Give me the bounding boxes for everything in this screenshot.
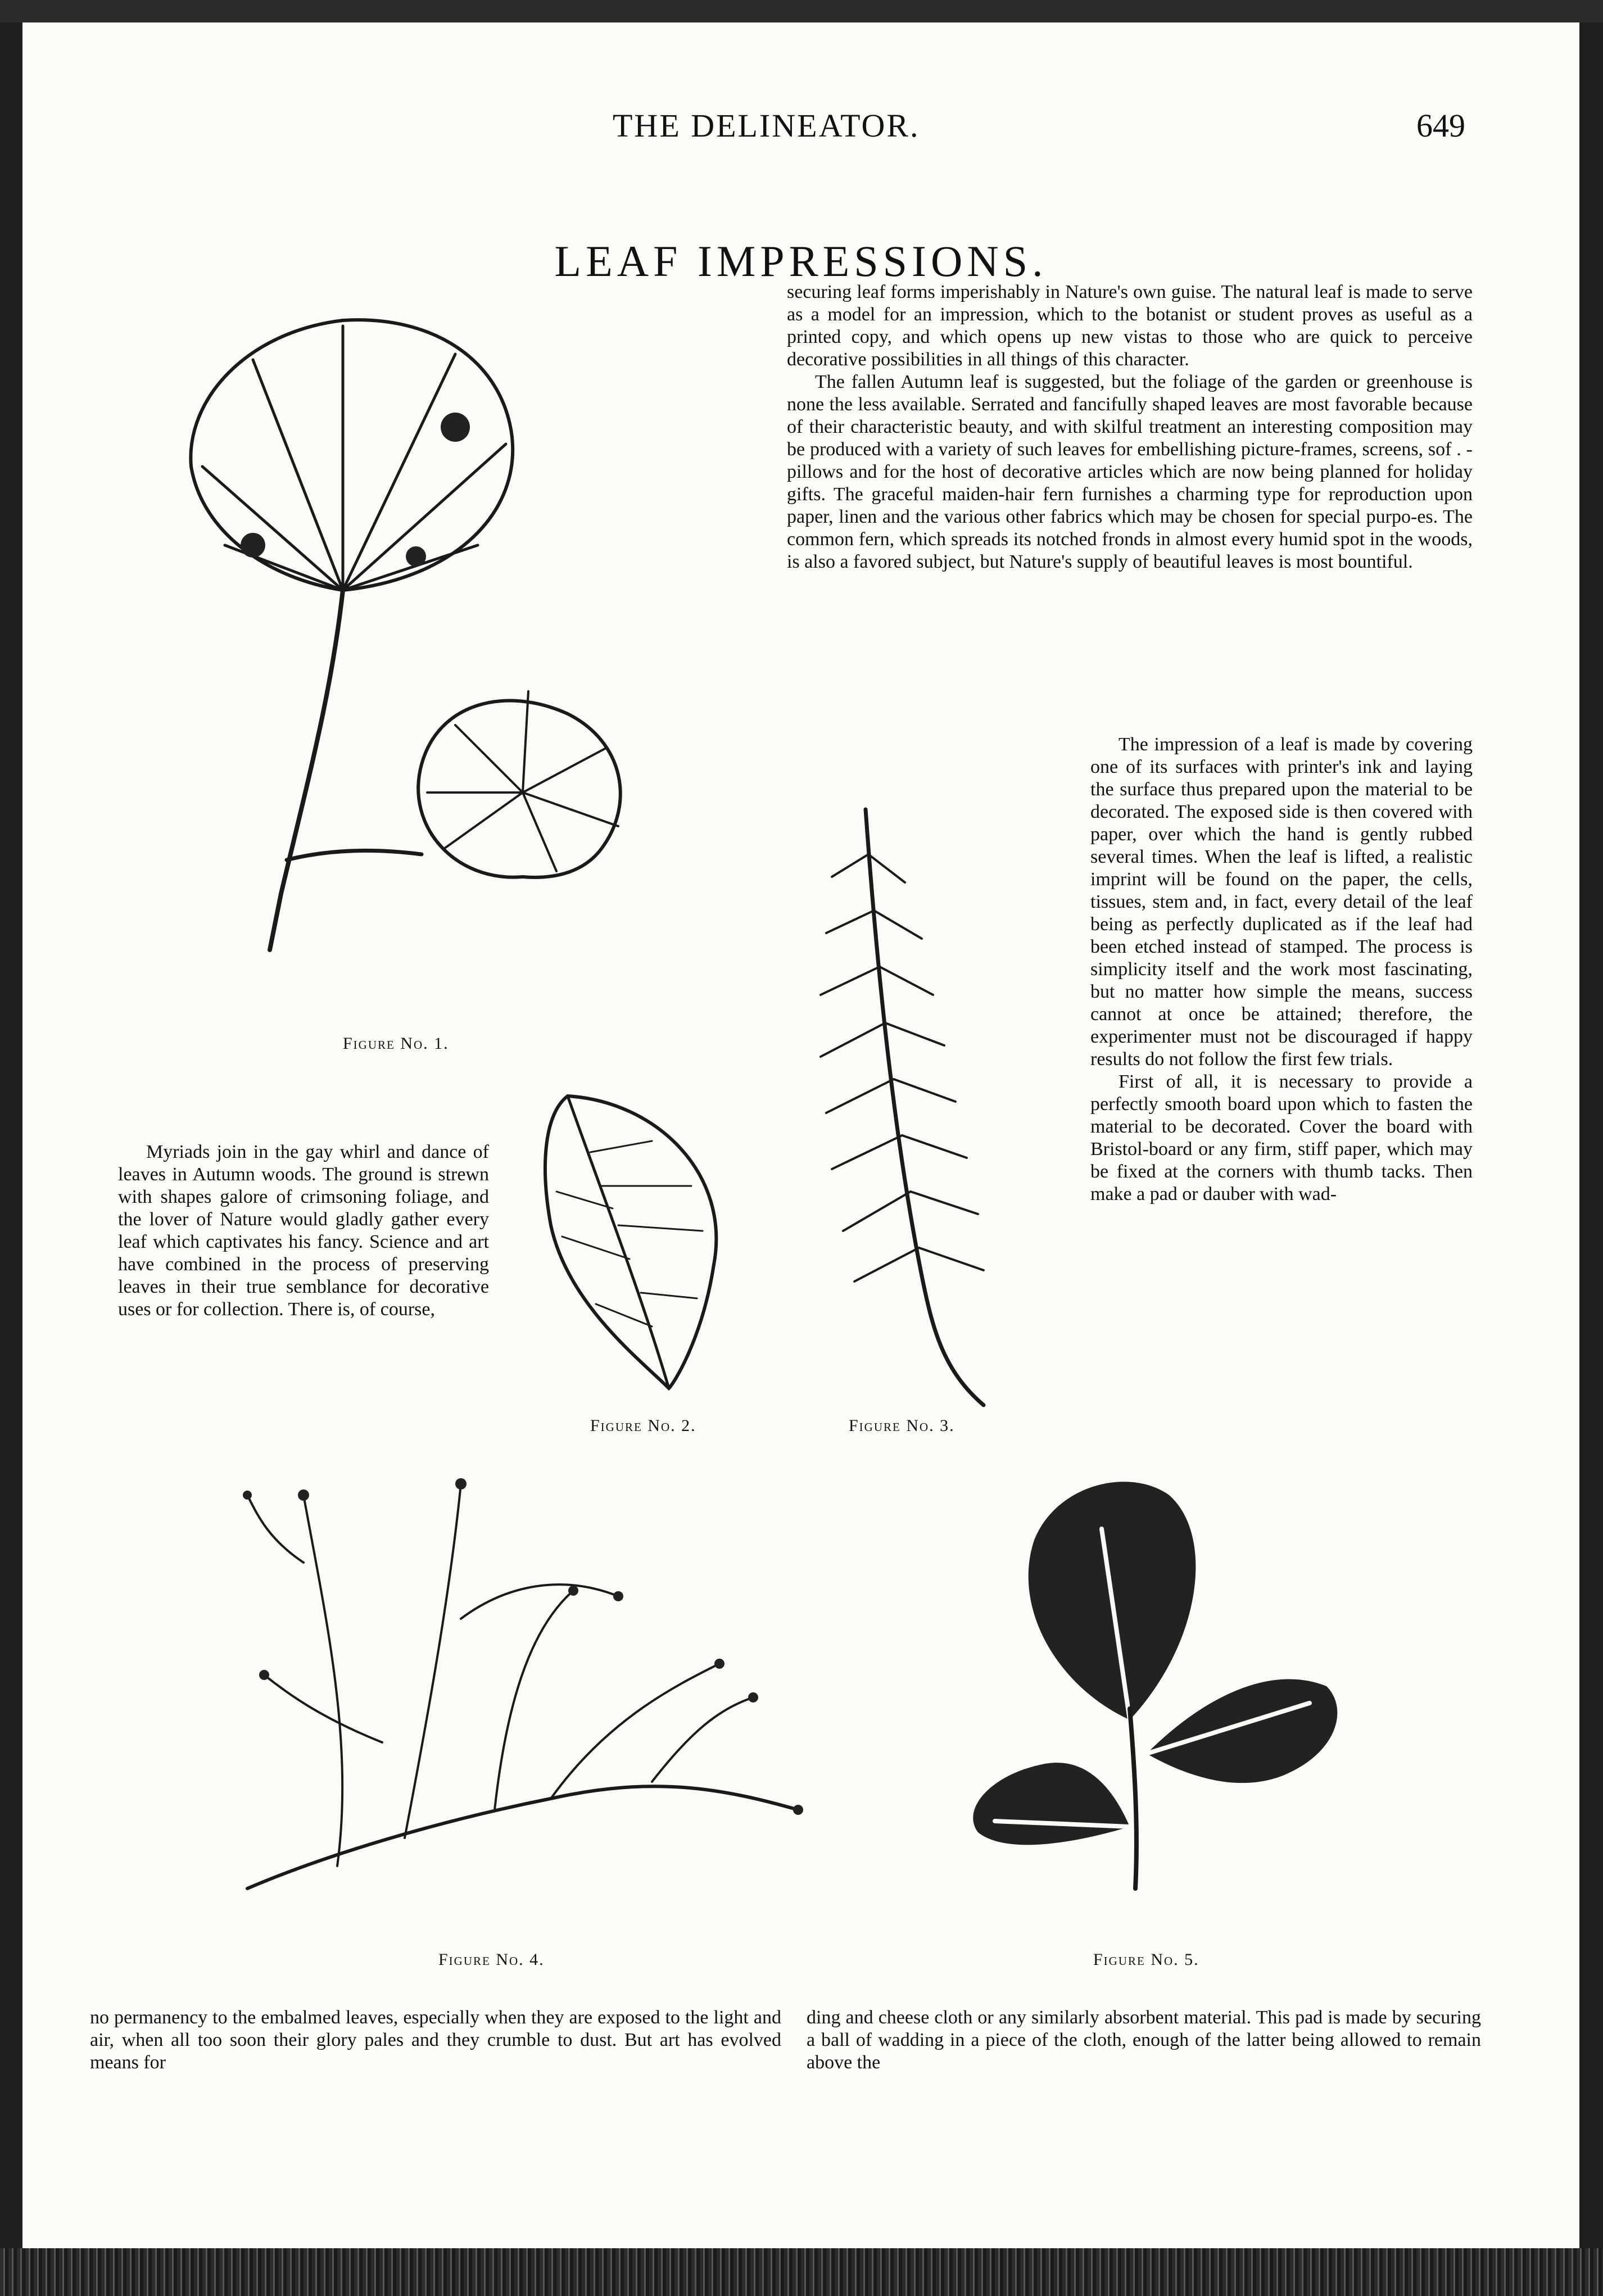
paragraph: The fallen Autumn leaf is suggested, but the foliage of the garden or greenhouse is none the less available. Serrated and fancifully shaped leaves are most favorable because of their characteristic beauty, and with skilful treatment an interesting composition may be produced with a variety of such leaves for embellishing picture-frames, screens, sof . - pillows and for the host of decorative articles which are now being planned for holiday gifts. The graceful maiden-hair fern furnishes a charming type for reproduction upon paper, linen and the various other fabrics which may be chosen for special purpo-es. The common fern, which spreads its notched fronds in almost every humid spot in the woods, is also a favored subject, but Nature's supply of beautiful leaves is most bountiful. <box>787 372 1473 572</box>
figure-5-left-leaflet <box>973 1763 1130 1845</box>
article-column-right-bottom <box>807 2007 1481 2074</box>
figure-5-illustration <box>944 1461 1371 1900</box>
article-column-right-narrow <box>1090 733 1473 1206</box>
figure-3-illustration <box>798 798 1034 1416</box>
page-number: 649 <box>1416 107 1465 144</box>
figure-4-caption: Figure No. 4. <box>438 1950 545 1969</box>
figure-1-small-leaf <box>418 691 621 877</box>
paragraph: securing leaf forms imperishably in Nature's own guise. The natural leaf is made to serve as a model for an impression, which to the botanist or student proves as useful as a printed copy, and which opens up new vistas to those who are quick to perceive decorative possibilities in all things of this character. <box>787 282 1473 370</box>
figure-1-caption: Figure No. 1. <box>343 1034 449 1053</box>
figure-1-large-leaf <box>191 320 513 590</box>
figure-2-caption: Figure No. 2. <box>590 1416 696 1435</box>
magazine-page <box>22 22 1579 2248</box>
article-column-left-bottom <box>90 2007 781 2074</box>
figure-4-illustration <box>214 1450 843 1911</box>
scan-border-top <box>0 0 1603 22</box>
paragraph: no permanency to the embalmed leaves, especially when they are exposed to the light and air, when all too soon their glory pales and they crumble to dust. But art has evolved means for <box>90 2007 781 2073</box>
paragraph: ding and cheese cloth or any similarly absorbent material. This pad is made by securing a ball of wadding in a piece of the cloth, enough of the latter being allowed to remain above the <box>807 2007 1481 2073</box>
paragraph: The impression of a leaf is made by covering one of its surfaces with printer's ink and laying the surface thus prepared upon the material to be decorated. The exposed side is then covered with paper, over which the hand is gently rubbed several times. When the leaf is lifted, a realistic imprint will be found on the paper, the cells, tissues, stem and, in fact, every detail of the leaf being as perfectly duplicated as if the leaf had been etched instead of stamped. The process is simplicity itself and the work most fascinating, but no matter how simple the means, success cannot at once be attained; therefore, the experimenter must not be discouraged if happy results do not follow the first few trials. <box>1090 734 1473 1070</box>
figure-1-illustration <box>141 298 759 1017</box>
running-head: THE DELINEATOR. <box>613 107 920 144</box>
paragraph: Myriads join in the gay whirl and dance of leaves in Autumn woods. The ground is strewn with shapes galore of crimsoning foliage, and the lover of Nature would gladly gather every leaf which captivates his fancy. Science and art have combined in the process of preserving leaves in their true semblance for decorative uses or for collection. There is, of course, <box>118 1142 489 1320</box>
figure-4-florets <box>243 1478 803 1815</box>
figure-3-pinnae <box>821 854 984 1281</box>
figure-2-illustration <box>528 1079 764 1394</box>
figure-1-stem <box>270 590 343 950</box>
scan-border-bottom <box>0 2248 1603 2296</box>
article-title: LEAF IMPRESSIONS. <box>554 237 1048 286</box>
figure-5-caption: Figure No. 5. <box>1093 1950 1199 1969</box>
paragraph: First of all, it is necessary to provide a perfectly smooth board upon which to fasten the material to be decorated. Cover the board with Bristol-board or any firm, stiff paper, which may be fixed at the corners with thumb tacks. Then make a pad or dauber with wad- <box>1090 1071 1473 1204</box>
article-column-left-mid <box>118 1141 489 1321</box>
figure-5-right-leaflet <box>1147 1679 1337 1783</box>
figure-3-caption: Figure No. 3. <box>849 1416 955 1435</box>
article-column-right-top <box>787 281 1473 573</box>
